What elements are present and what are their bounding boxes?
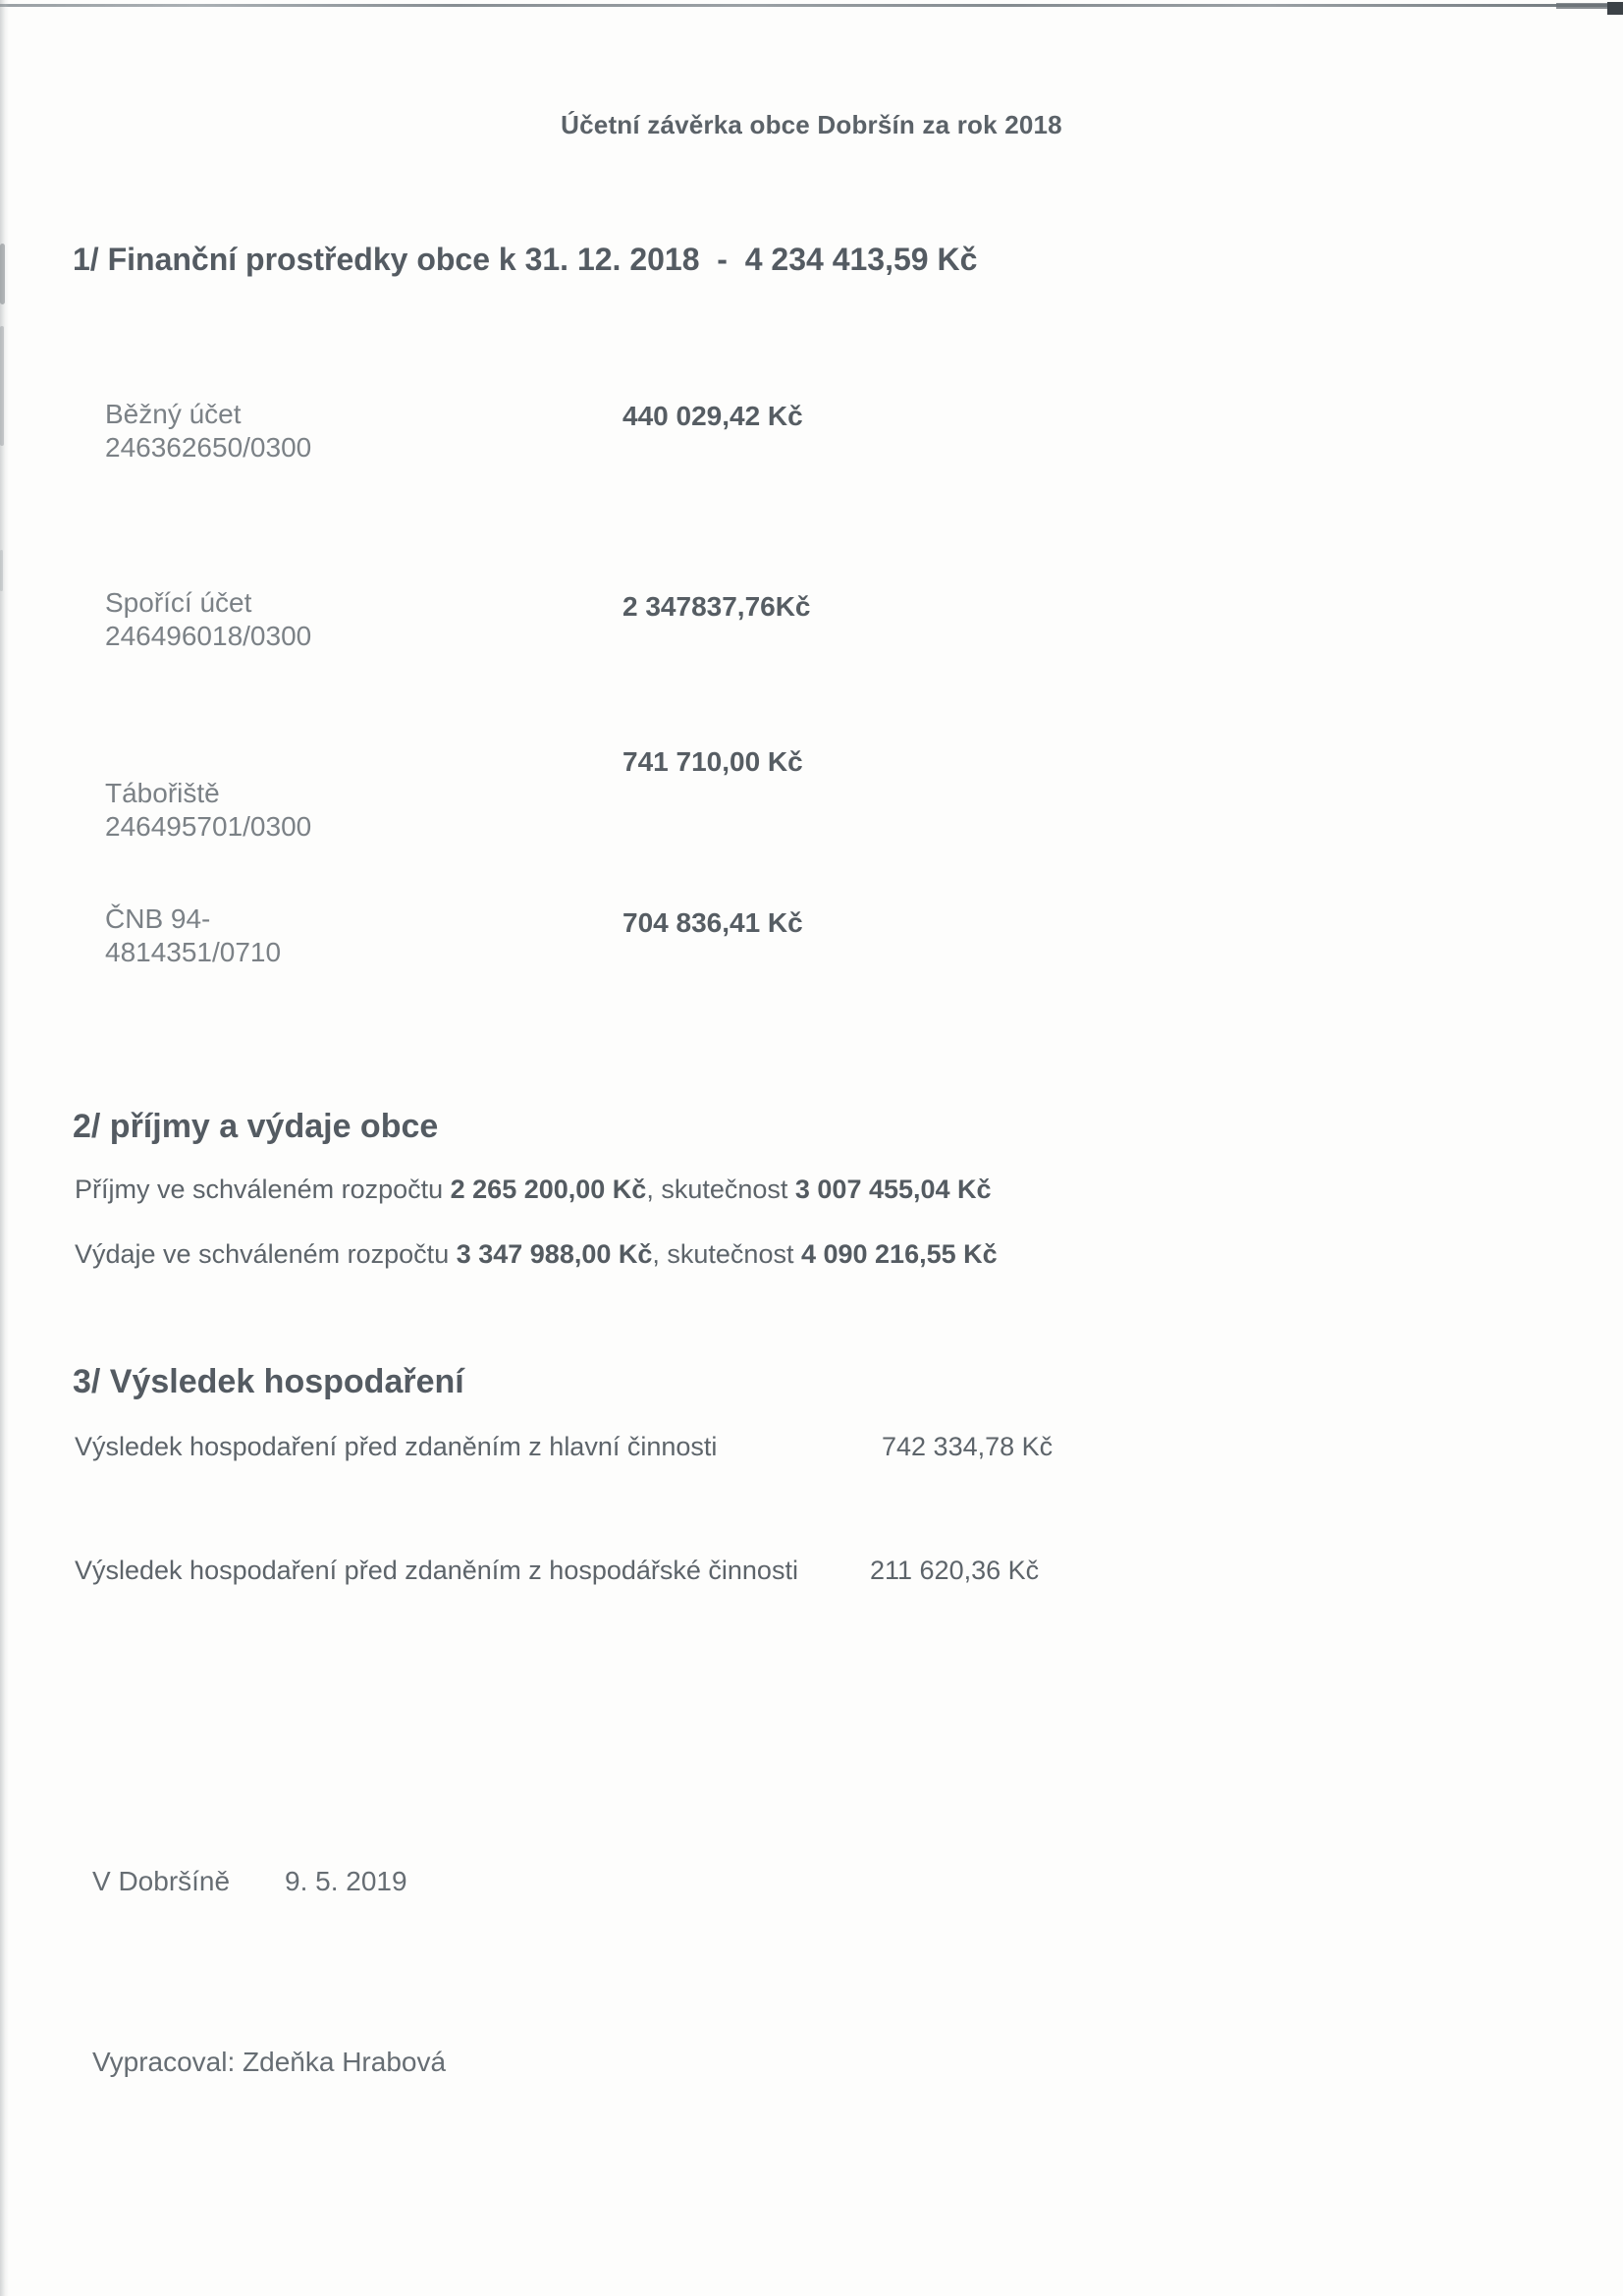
expense-line	[75, 1239, 998, 1270]
account-amount: 704 836,41 Kč	[622, 907, 803, 938]
scan-smudge	[0, 326, 4, 446]
account-number: 246362650/0300	[105, 432, 312, 463]
signature-date: 9. 5. 2019	[285, 1866, 407, 1896]
section3-heading: 3/ Výsledek hospodaření	[73, 1363, 464, 1400]
account-name: Spořící účet	[105, 587, 252, 618]
income-actual-amount: 3 007 455,04 Kč	[794, 1175, 992, 1204]
document-title: Účetní závěrka obce Dobršín za rok 2018	[561, 110, 1062, 139]
income-text: , skutečnost	[646, 1175, 795, 1204]
result-business-amount: 211 620,36 Kč	[870, 1556, 1040, 1585]
expense-budget-amount: 3 347 988,00 Kč	[456, 1239, 653, 1269]
expense-actual-amount: 4 090 216,55 Kč	[800, 1239, 998, 1269]
account-amount: 440 029,42 Kč	[622, 401, 803, 431]
scan-smudge	[0, 244, 5, 304]
result-business-label: Výsledek hospodaření před zdaněním z hospodářské činnosti	[75, 1556, 798, 1585]
account-name: ČNB 94-	[105, 903, 211, 934]
section2-heading: 2/ příjmy a výdaje obce	[73, 1108, 439, 1145]
expense-text: , skutečnost	[652, 1239, 801, 1269]
account-number: 246495701/0300	[105, 811, 312, 842]
expense-text: Výdaje ve schváleném rozpočtu	[75, 1239, 457, 1269]
account-name: Tábořiště	[105, 778, 220, 808]
account-amount: 741 710,00 Kč	[622, 746, 803, 777]
scan-smudge	[0, 550, 3, 591]
account-amount: 2 347837,76Kč	[622, 591, 811, 622]
income-line	[75, 1175, 992, 1205]
prepared-by: Vypracoval: Zdeňka Hrabová	[92, 2047, 447, 2077]
income-text: Příjmy ve schváleném rozpočtu	[75, 1175, 451, 1204]
scan-corner-dash	[1556, 3, 1607, 9]
result-main-amount: 742 334,78 Kč	[882, 1432, 1054, 1461]
section1-heading: 1/ Finanční prostředky obce k 31. 12. 2018 - 4 234 413,59 Kč	[73, 242, 978, 277]
scan-corner-blob	[1607, 2, 1623, 15]
account-number: 246496018/0300	[105, 621, 312, 651]
scan-edge-line	[0, 4, 1623, 7]
signature-place: V Dobršíně	[92, 1866, 231, 1896]
account-number: 4814351/0710	[105, 937, 282, 967]
income-budget-amount: 2 265 200,00 Kč	[450, 1175, 647, 1204]
account-name: Běžný účet	[105, 399, 242, 429]
result-main-label: Výsledek hospodaření před zdaněním z hlavní činnosti	[75, 1432, 718, 1461]
